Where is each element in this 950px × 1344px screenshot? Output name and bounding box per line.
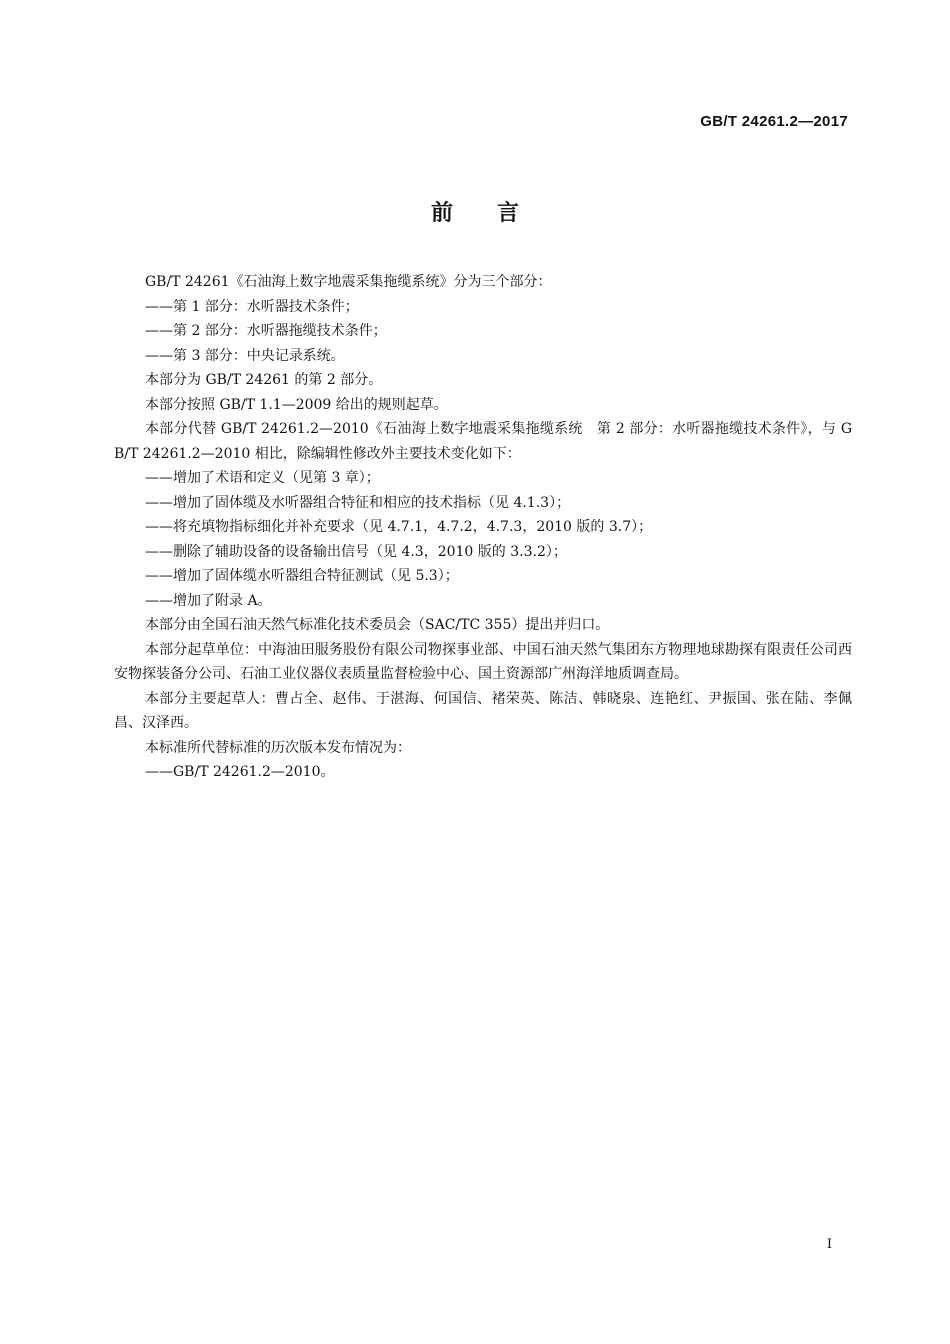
page-number: I	[826, 1237, 832, 1252]
paragraph: 本部分按照 GB/T 1.1—2009 给出的规则起草。	[145, 396, 448, 413]
paragraph: 本标准所代替标准的历次版本发布情况为：	[145, 739, 411, 756]
document-body	[114, 270, 852, 785]
list-item: ——第 2 部分：水听器拖缆技术条件；	[145, 323, 387, 339]
standard-code: GB/T 24261.2—2017	[700, 113, 848, 130]
list-item: ——将充填物指标细化并补充要求（见 4.7.1，4.7.2，4.7.3，2010 版的 3.7）；	[145, 519, 653, 535]
list-item: ——增加了固体缆水听器组合特征测试（见 5.3）；	[145, 568, 459, 584]
paragraph: GB/T 24261《石油海上数字地震采集拖缆系统》分为三个部分：	[145, 274, 552, 290]
paragraph: 本部分为 GB/T 24261 的第 2 部分。	[145, 372, 383, 388]
list-item: ——第 3 部分：中央记录系统。	[145, 347, 345, 364]
list-item: ——GB/T 24261.2—2010。	[145, 764, 335, 780]
list-item: ——增加了术语和定义（见第 3 章）；	[145, 470, 380, 486]
list-item: ——增加了附录 A。	[145, 592, 272, 609]
list-item: ——增加了固体缆及水听器组合特征和相应的技术指标（见 4.1.3）；	[145, 494, 571, 511]
paragraph: 本部分由全国石油天然气标准化技术委员会（SAC/TC 355）提出并归口。	[145, 617, 610, 633]
paragraph: 本部分主要起草人：曹占全、赵伟、于湛海、何国信、褚荣英、陈洁、韩晓泉、连艳红、尹振国、张在陆、李佩昌、汉泽西。	[114, 690, 852, 731]
list-item: ——第 1 部分：水听器技术条件；	[145, 298, 359, 315]
paragraph: 本部分起草单位：中海油田服务股份有限公司物探事业部、中国石油天然气集团东方物理地球勘探有限责任公司西安物探装备分公司、石油工业仪器仪表质量监督检验中心、国土资源部广州海洋地质调查局。	[114, 641, 852, 682]
list-item: ——删除了辅助设备的设备输出信号（见 4.3，2010 版的 3.3.2）；	[145, 543, 567, 560]
page-title: 前言	[430, 201, 563, 226]
paragraph: 本部分代替 GB/T 24261.2—2010《石油海上数字地震采集拖缆系统 第 2 部分：水听器拖缆技术条件》，与 GB/T 24261.2—2010 相比，除编辑性修改外主要技术变化如下：	[114, 421, 852, 462]
